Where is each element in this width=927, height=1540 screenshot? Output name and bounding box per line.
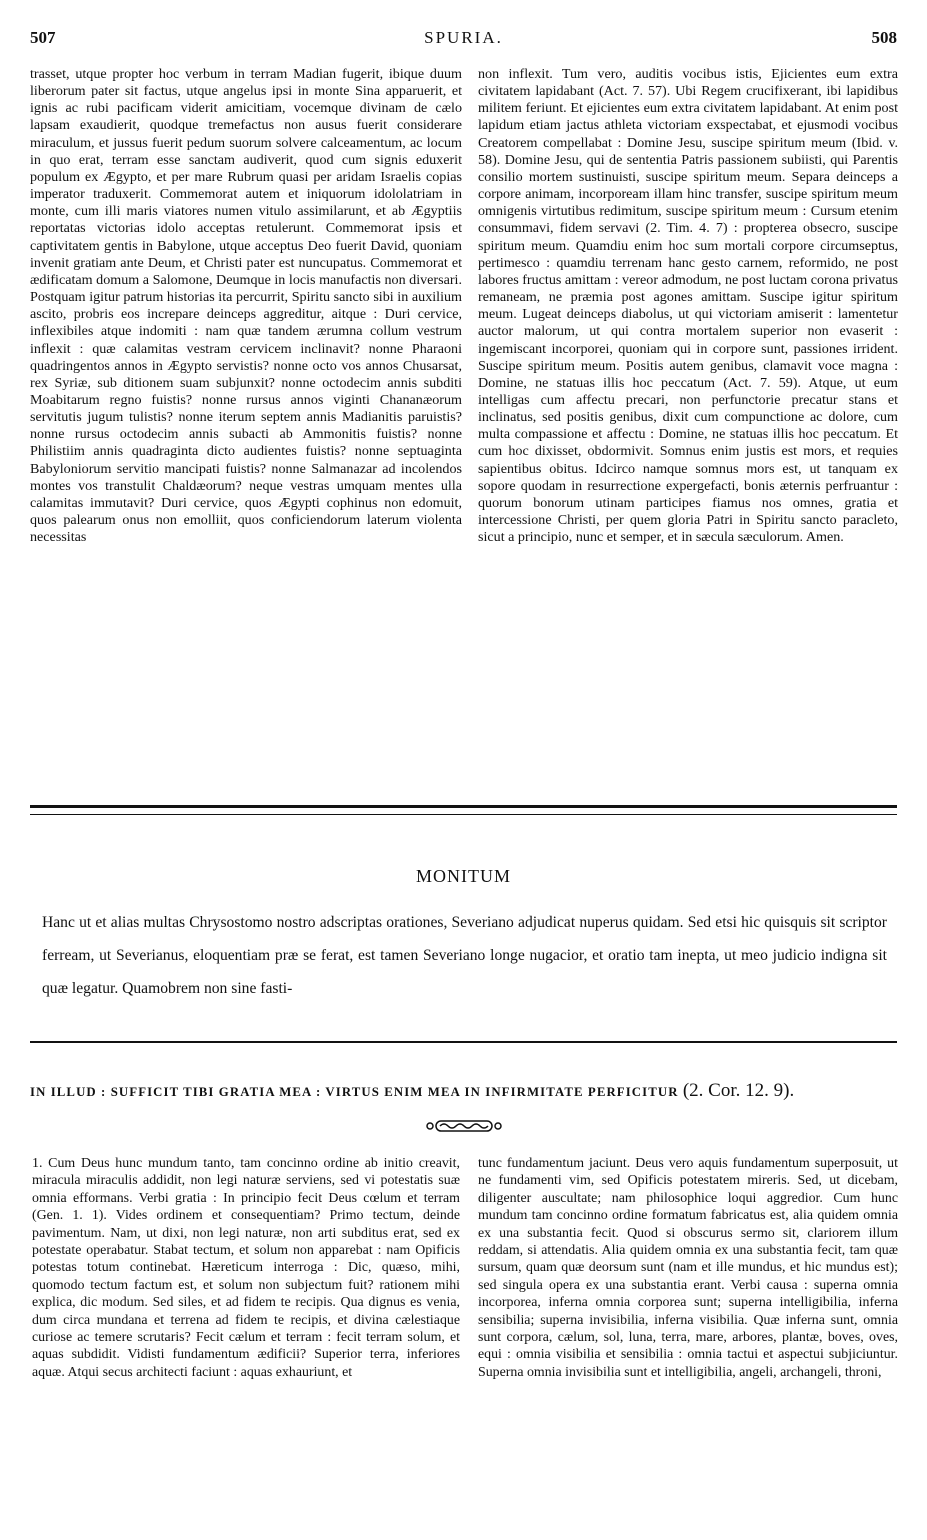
monitum-text: Hanc ut et alias multas Chrysostomo nostro adscriptas orationes, Severiano adjudicat nuperus quidam. Sed etsi hic quisquis sit scriptor ferream, ut Severianus, eloquentiam præ se ferat, est tamen Severiano longe nugacior, et oratio tam inepta, ut meo judicio indigna sit quæ legatur. Quamobrem non sine fasti- bbox=[42, 914, 887, 997]
top-right-text: non inflexit. Tum vero, auditis vocibus istis, Ejicientes eum extra civitatem lapidabant (Act. 7. 57). Ubi Regem crucifixerant, ibi lapidibus militem feriunt. Et ejicientes eum extra civitatem lapidabant. At enim post lapidum etiam jactus athleta victoriam exspectabat, et ejusmodi vocibus Creatorem compellabat : Domine Jesu, suscipe spiritum meum (Ibid. v. 58). Domine Jesu, qui de sententia Patris passionem subiisti, qui Parentis consilio mortem sustinuisti, suscipe spiritum meum. Separa deinceps a corpore animam, incorpoream illam hinc transfer, suscipe spiritum meum omnigenis virtutibus redimitum, suscipe spiritum meum : Cursum etenim consummavi, fidem servavi (2. Tim. 4. 7) : propterea obsecro, suscipe spiritum meum. Quamdiu enim hoc sum mortali corpore circumseptus, pertimesco : quamdiu terrenam hanc gesto carnem, reformido, ne post labores fructus amittam : vereor admodum, ne post luctam corona privatus remaneam, ne præmia post agones amittam. Suscipe igitur spiritum meum. Lugeat deinceps diabolus, ut qui victoriam amiserit : lamentetur auctor malorum, ut qui contra mortalem superior non evaserit : ingemiscant incorporei, quoniam qui in corpore sunt, passiones irrident. Suscipe spiritum meum. Positis autem genibus, clamavit voce magna : Domine, ne statuas illis hoc peccatum (Act. 7. 59). Atque, ut eum intelligas cum affectu precari, non perfunctorie precatur stans et inclinatus, sed positis genibus, dixit cum compunctione ac dolore, cum multa compassione et affectu : Domine, ne statuas illis hoc peccatum. Et cum hoc dixisset, obdormivit. Somnus enim justis est mors, et requies sapientibus obitus. Idcirco namque somnus mors est, ut tanquam ex sopore quodam in resurrectione expergefacti, bonis æternis perfruantur : quorum bonorum utinam participes fiamus nos omnes, gratia et intercessione Christi, per quem gloria Patri in Spiritu sancto paracleto, sicut a principio, nunc et semper, et in sæcula sæculorum. Amen. bbox=[478, 66, 898, 546]
homily-right-column bbox=[478, 1155, 898, 1381]
section-divider bbox=[30, 805, 897, 815]
page-number-left: 507 bbox=[30, 28, 56, 47]
homily-title-text: IN ILLUD : SUFFICIT TIBI GRATIA MEA : VIRTUS ENIM MEA IN INFIRMITATE PERFICITUR bbox=[30, 1085, 679, 1099]
monitum-body bbox=[42, 906, 887, 1005]
monitum-divider bbox=[30, 1041, 897, 1046]
running-title: SPURIA. bbox=[424, 28, 503, 47]
top-left-column bbox=[30, 66, 462, 546]
homily-left-column bbox=[32, 1155, 460, 1381]
monitum-title: MONITUM bbox=[416, 866, 511, 886]
homily-title bbox=[30, 1080, 897, 1102]
ornament-divider bbox=[0, 1118, 927, 1139]
homily-left-text: 1. Cum Deus hunc mundum tanto, tam concinno ordine ab initio creavit, miracula miraculis addidit, non legi naturæ serviens, sed vi potestatis suæ omnia efformans. Verbi gratia : In principio fecit Deus cœlum et terram (Gen. 1. 1). Vides ordinem et consequentiam? Primo tectum, deinde pavimentum. Nam, ut dixi, non legi naturæ, non arti subditus erat, sed ex potestate operabatur. Stabat tectum, et solum non apparebat : nam Opificis potestas totum continebat. Hæreticum interroga : Dic, quæso, mihi, quomodo tectum factum est, et solum non subjectum fuit? rationem mihi explica, dic modum. Sed siles, et ad fidem te recipis. Qua dignus es venia, dum circa mundana et terrena ad fidem te recipis, et divina cælestiaque curiose ac temere scrutaris? Fecit cælum et terram : fecit terram solum, et aquas subdidit. Vidisti fundamentum ædificii? Superior terra, inferiores aquæ. Atqui secus architecti faciunt : aquas exhauriunt, et bbox=[32, 1156, 460, 1380]
top-right-column bbox=[478, 66, 898, 546]
homily-right-text: tunc fundamentum jaciunt. Deus vero aquis fundamentum superposuit, ut ne fundamenti vim, sed Opificis potestatem mireris. Sed, ut dicebam, diligenter auscultate; nam philosophice loqui aggredior. Cum hunc mundum tam concinno ordine formatum fabricatus est, alia quidem omnia ex una substantia fecit. Quod si obscurus sermo sit, clariorem illum reddam, si attendatis. Alia quidem omnia ex una substantia fecit, tam quæ sursum, quam quæ deorsum sunt (nam et ille mundus, et hic mundus est); sed singula opera ex una substantia erant. Verbi causa : superna omnia incorporea, inferna omnia corporea sunt; superna intelligibilia, inferna sensibilia; superna invisibilia, inferna visibilia. Quæ inferna sunt, omnia sunt corpora, cælum, sol, luna, terra, mare, arbores, plantæ, boves, oves, equi : omnia visibilia et sensibilia : omnia tactui et aspectui subjiciuntur. Superna omnia invisibilia sunt et intelligibilia, angeli, archangeli, throni, bbox=[478, 1156, 898, 1380]
homily-reference: (2. Cor. 12. 9). bbox=[682, 1080, 795, 1101]
top-left-text: trasset, utque propter hoc verbum in terram Madian fugerit, ibique duum liberorum pater sit factus, utque angelus ipsi in monte Sina apparuerit, et ignis ac rubi pacificam viderit amicitiam, vocemque divinam de cælo lapsam exaudierit, quodque tremefactus non ausus fuerit considerare miraculum, et jussus fuerit pedum suorum solvere calceamentum, ac locum in quo erat, terram esse sanctam audiverit, quod cum signis eduxerit populum ex Ægypto, et per mare Rubrum quasi per aridam Israelis copias imperator traduxerit. Commemorat autem et iniquorum idololatriam in monte, cum illi maris viatores numen vitulo assimilarunt, et ab Ægyptiis reportatas victorias idolo acceptas retulerunt. Commemorat ipsis et captivitatem gentis in Babylone, utque acceptus Deo fuerit David, quoniam invenit gratiam ante Deum, et Christi pater est nuncupatus. Commemorat et ædificatam domum a Salomone, Deumque in locis manufactis non diversari. Postquam igitur patrum historias ita percurrit, Spiritu sancto sibi in auxilium ascito, probris eos increpare deinceps aggreditur, aitque : Duri cervice, inflexibiles atque indomiti : nam quæ tandem ærumna collum vestrum inflexit : quæ calamitas vestram cervicem inclinavit? nonne Pharaoni quadringentos annos in Ægypto servistis? nonne octo vos annos Chusarsat, rex Syriæ, sub ditionem suam subjunxit? nonne octodecim annis subditi Moabitarum regno fuistis? nonne rursus annos viginti Chananæorum servitutis jugum tulistis? nonne iterum septem annis Madianitis paruistis? nonne rursus octodecim annis subacti ab Ammonitis fuistis? nonne Philistiim annis quadraginta dicto audientes fuistis? nonne septuaginta Babyloniorum servitio mancipati fuistis? nonne Salmanazar ad incolendos montes vos transtulit Chaldæorum? neque vestras umquam mentes ulla calamitas immutavit? Duri cervice, quos Ægypti cophinus non edomuit, quos palearum onus non emolliit, quos conficiendorum laterum violenta necessitas bbox=[30, 66, 462, 546]
page-number-right: 508 bbox=[871, 28, 897, 47]
page-header bbox=[30, 28, 897, 54]
ornament-icon bbox=[424, 1118, 504, 1134]
